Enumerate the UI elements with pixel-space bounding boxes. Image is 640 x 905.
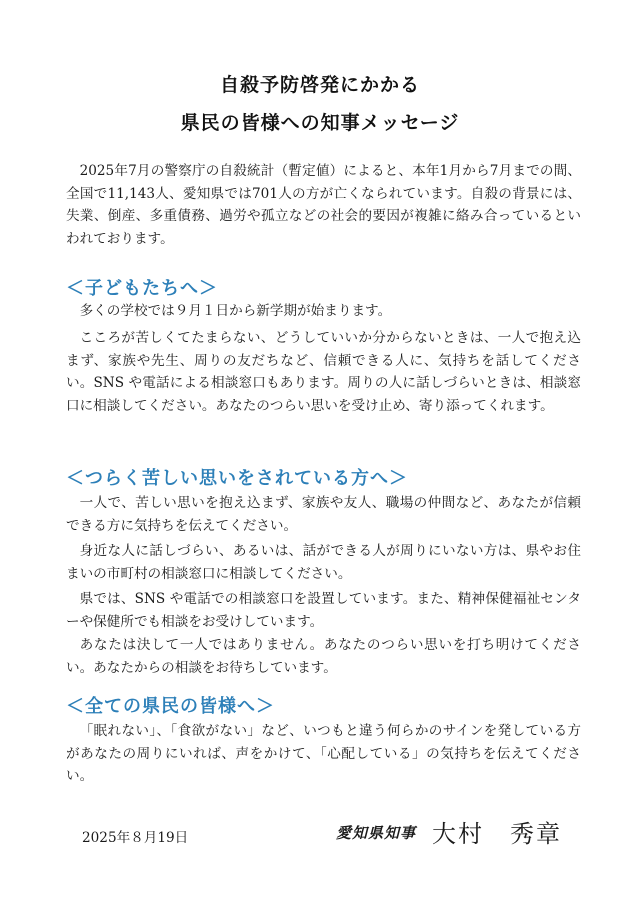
section-heading-children: ＜子どもたちへ＞ [66,278,218,299]
intro-paragraph: 2025年7月の警察庁の自殺統計（暫定値）によると、本年1月から7月までの間、全国で11,143人、愛知県では701人の方が亡くなられています。自殺の背景には、失業、倒産、多重債務、過労や孤立などの社会的要因が複雑に絡み合っているといわれております。 [66,163,581,247]
signer-name: 大村 秀章 [432,820,562,848]
title-line-2: 県民の皆様への知事メッセージ [180,112,460,134]
struggling-paragraph-2: 身近な人に話しづらい、あるいは、話ができる人が周りにいない方は、県やお住まいの市町村の相談窓口に相談してください。 [66,543,581,582]
signer-title: 愛知県知事 [336,824,417,842]
struggling-paragraph-3: 県では、SNS や電話での相談窓口を設置しています。また、精神保健福祉センターや保健所でも相談をお受けしています。 [66,591,581,630]
struggling-paragraph-4: あなたは決して一人ではありません。あなたのつらい思いを打ち明けてください。あなたからの相談をお待ちしています。 [66,637,581,676]
title-line-1: 自殺予防啓発にかかる [219,74,420,96]
section-heading-struggling: ＜つらく苦しい思いをされている方へ＞ [66,468,408,489]
section-heading-all-residents: ＜全ての県民の皆様へ＞ [66,696,275,717]
children-paragraph-2: こころが苦しくてたまらない、どうしていいか分からないときは、一人で抱え込まず、家族や先生、周りの友だちなど、信頼できる人に、気持ちを話してください。SNS や電話による相談窓口もあります。周りの人に話しづらいときは、相談窓口に相談してください。あなたのつらい思いを受け止め、寄り添ってくれます。 [66,330,581,414]
message-date: 2025年８月19日 [82,830,189,846]
all-residents-paragraph: 「眠れない」、「食欲がない」など、いつもと違う何らかのサインを発している方があなたの周りにいれば、声をかけて、「心配している」の気持ちを伝えてください。 [66,723,581,784]
children-paragraph-1: 多くの学校では９月１日から新学期が始まります。 [79,303,392,319]
struggling-paragraph-1: 一人で、苦しい思いを抱え込まず、家族や友人、職場の仲間など、あなたが信頼できる方に気持ちを伝えてください。 [66,495,581,534]
